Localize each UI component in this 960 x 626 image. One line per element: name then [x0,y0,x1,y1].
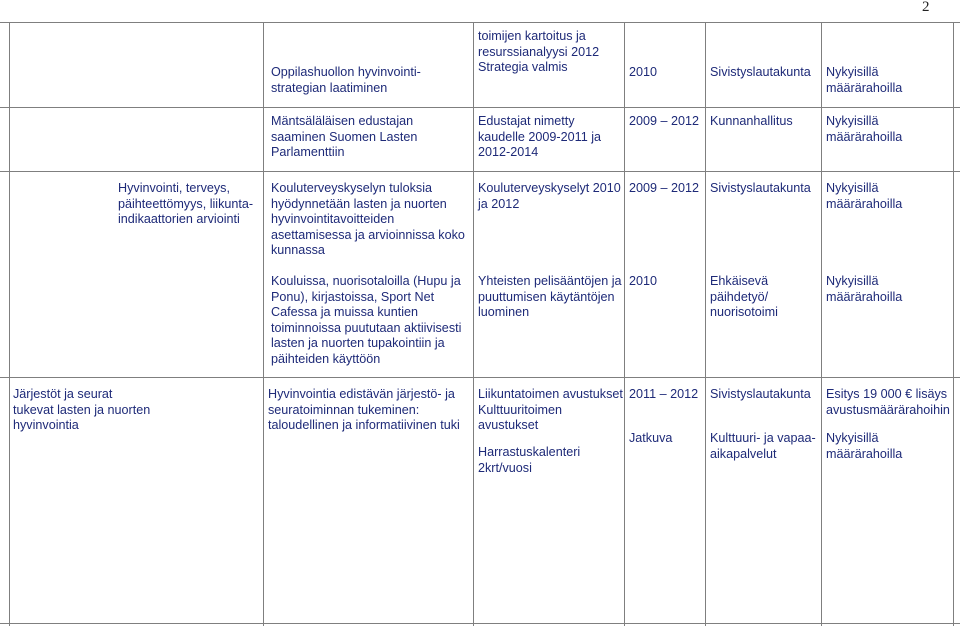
table-vline [263,22,264,626]
table-vline [9,22,10,626]
resources-cell: Nykyisillä määrärahoilla [826,65,903,95]
schedule-cell: 2011 – 2012 [629,387,699,401]
schedule-cell: 2010 [629,65,658,79]
goal-cell: Kouluterveyskyselyn tuloksia hyödynnetään lasten ja nuorten hyvinvointitavoitteiden asettamisessa ja arvioinnissa koko kunnassa [271,181,465,258]
resources-cell: Nykyisillä määrärahoilla [826,114,903,144]
resources-cell: Nykyisillä määrärahoilla [826,431,903,461]
goal-cell: Mäntsäläläisen edustajan saaminen Suomen Lasten Parlamenttiin [271,114,418,160]
measure-cell: Kouluterveyskyselyt 2010 ja 2012 [478,181,621,211]
responsible-cell: Kulttuuri- ja vapaa- aikapalvelut [710,431,816,461]
schedule-cell: 2010 [629,274,658,288]
resources-cell: Esitys 19 000 € lisäys avustusmäärärahoihin [826,387,950,417]
goal-cell: Kouluissa, nuorisotaloilla (Hupu ja Ponu), kirjastoissa, Sport Net Cafessa ja muissa kuntien toiminnoissa puututaan aktiivisesti lasten ja nuorten tupakointiin ja päihteiden käyttöön [271,274,462,366]
measure-cell: Edustajat nimetty kaudelle 2009-2011 ja 2012-2014 [478,114,602,160]
schedule-cell: 2009 – 2012 [629,114,700,128]
table-vline [953,22,954,626]
area-cell: Järjestöt ja seurat tukevat lasten ja nuorten hyvinvointia [13,387,151,433]
responsible-cell: Kunnanhallitus [710,114,793,128]
table-hline [0,171,960,172]
table-hline [0,107,960,108]
table-vline [821,22,822,626]
table-vline [705,22,706,626]
measure-cell: Harrastuskalenteri 2krt/vuosi [478,445,581,475]
measure-cell: toimijen kartoitus ja resurssianalyysi 2012 Strategia valmis [478,29,600,75]
responsible-cell: Sivistyslautakunta [710,181,811,195]
table-vline [473,22,474,626]
resources-cell: Nykyisillä määrärahoilla [826,274,903,304]
table-vline [624,22,625,626]
responsible-cell: Ehkäisevä päihdetyö/ nuorisotoimi [710,274,778,320]
table-hline [0,22,960,23]
measure-cell: Liikuntatoimen avustukset Kulttuuritoimen avustukset [478,387,623,433]
responsible-cell: Sivistyslautakunta [710,65,811,79]
responsible-cell: Sivistyslautakunta [710,387,811,401]
area-cell: Hyvinvointi, terveys, päihteettömyys, liikunta- indikaattorien arviointi [118,181,254,227]
measure-cell: Yhteisten pelisääntöjen ja puuttumisen käytäntöjen luominen [478,274,622,320]
table-hline [0,377,960,378]
schedule-cell: 2009 – 2012 [629,181,700,195]
goal-cell: Oppilashuollon hyvinvointi- strategian laatiminen [271,65,421,95]
resources-cell: Nykyisillä määrärahoilla [826,181,903,211]
goal-cell: Hyvinvointia edistävän järjestö- ja seuratoiminnan tukeminen: taloudellinen ja informatiivinen tuki [268,387,460,433]
page-number: 2 [922,0,930,15]
schedule-cell: Jatkuva [629,431,673,445]
